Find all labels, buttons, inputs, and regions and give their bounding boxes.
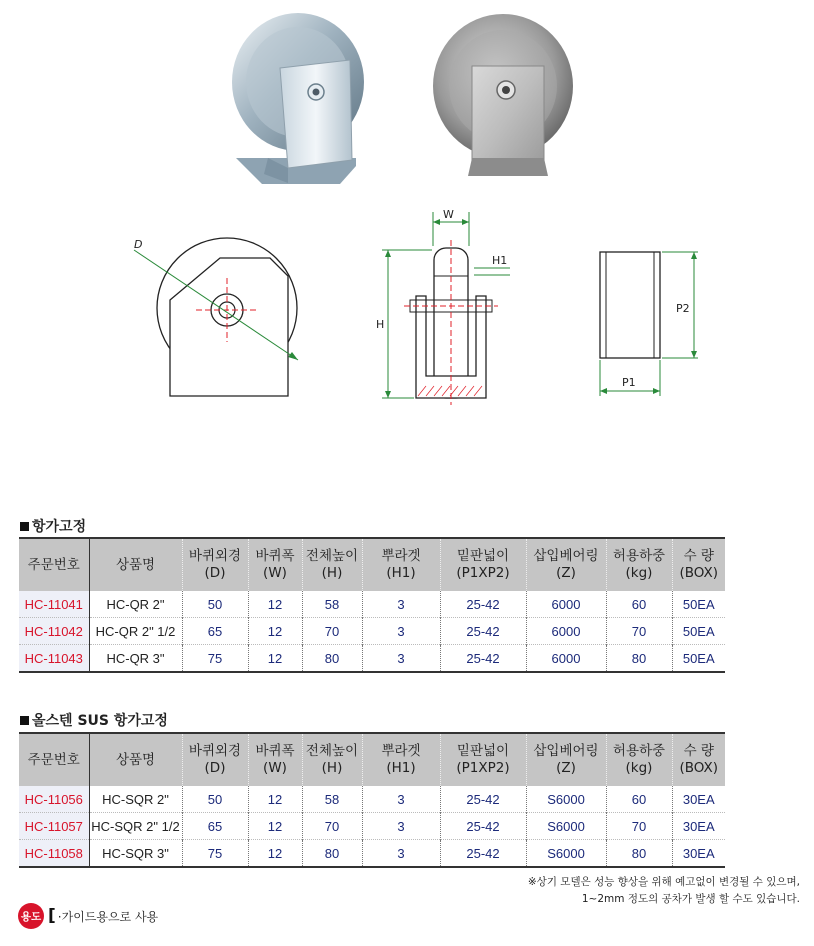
col-header-width: 바퀴폭 (W) [248,538,302,591]
col-header-base: 밑판넓이 (P1XP2) [440,733,526,786]
product-photo-zinc [228,8,366,184]
bearing-value: 6000 [526,591,606,618]
front-view-drawing [120,228,320,408]
width-value: 12 [248,645,302,673]
col-header-bearing: 삽입베어링 (Z) [526,538,606,591]
base-value: 25-42 [440,645,526,673]
table-row [19,786,725,813]
base-value: 25-42 [440,840,526,868]
spec-table-zinc [19,537,725,673]
width-value: 12 [248,786,302,813]
bearing-value: S6000 [526,813,606,840]
p2-label: P2 [676,302,690,315]
base-value: 25-42 [440,618,526,645]
diameter-value: 50 [182,786,248,813]
diameter-value: 75 [182,645,248,673]
flange-value: 3 [362,840,440,868]
table-row [19,591,725,618]
p1-label: P1 [622,376,636,389]
col-header-height: 전체높이 (H) [302,538,362,591]
table-row [19,840,725,868]
col-header-bearing: 삽입베어링 (Z) [526,733,606,786]
col-header-order: 주문번호 [19,538,89,591]
square-bullet-icon [20,716,29,725]
load-value: 80 [606,840,672,868]
flange-value: 3 [362,786,440,813]
table-row [19,813,725,840]
col-header-base: 밑판넓이 (P1XP2) [440,538,526,591]
height-value: 58 [302,591,362,618]
col-header-diameter: 바퀴외경 (D) [182,538,248,591]
product-name: HC-SQR 2" 1/2 [89,813,182,840]
width-value: 12 [248,618,302,645]
height-label: H [376,318,385,331]
table-row [19,645,725,673]
flange-value: 3 [362,813,440,840]
base-plate-drawing [590,240,710,400]
load-value: 60 [606,591,672,618]
load-value: 60 [606,786,672,813]
flange-value: 3 [362,618,440,645]
table-header-row [19,538,725,591]
square-bullet-icon [20,522,29,531]
qty-value: 50EA [672,618,725,645]
usage-info [18,903,158,929]
height-value: 80 [302,840,362,868]
col-header-load: 허용하중 (kg) [606,538,672,591]
side-view-drawing [370,200,520,410]
load-value: 80 [606,645,672,673]
disclaimer-line-2: 1~2mm 정도의 공차가 발생 할 수도 있습니다. [581,893,800,905]
width-label: W [443,208,454,221]
table-row [19,618,725,645]
height-value: 80 [302,645,362,673]
qty-value: 50EA [672,591,725,618]
order-number: HC-11056 [19,786,89,813]
col-header-name: 상품명 [89,538,182,591]
col-header-name: 상품명 [89,733,182,786]
height-value: 70 [302,813,362,840]
col-header-order: 주문번호 [19,733,89,786]
wheel-diameter-label: D [134,238,143,251]
disclaimer-line-1: ※상기 모델은 성능 향상을 위해 예고없이 변경될 수 있으며, [527,876,800,888]
width-value: 12 [248,813,302,840]
qty-value: 30EA [672,840,725,868]
section-title: 올스텐 SUS 항가고정 [20,710,168,730]
product-name: HC-QR 3" [89,645,182,673]
bearing-value: 6000 [526,618,606,645]
product-name: HC-SQR 3" [89,840,182,868]
product-name: HC-QR 2" 1/2 [89,618,182,645]
width-value: 12 [248,591,302,618]
width-value: 12 [248,840,302,868]
load-value: 70 [606,618,672,645]
col-header-width: 바퀴폭 (W) [248,733,302,786]
col-header-flange: 뿌라겟 (H1) [362,538,440,591]
qty-value: 30EA [672,786,725,813]
base-value: 25-42 [440,591,526,618]
diameter-value: 50 [182,591,248,618]
table-header-row [19,733,725,786]
order-number: HC-11057 [19,813,89,840]
base-value: 25-42 [440,813,526,840]
col-header-flange: 뿌라겟 (H1) [362,733,440,786]
col-header-load: 허용하중 (kg) [606,733,672,786]
product-name: HC-QR 2" [89,591,182,618]
col-header-qty: 수 량 (BOX) [672,538,725,591]
bearing-value: S6000 [526,840,606,868]
product-photo-stainless [428,8,578,176]
usage-badge: 용도 [18,903,44,929]
order-number: HC-11041 [19,591,89,618]
section-title: 항가고정 [20,516,86,536]
bearing-value: 6000 [526,645,606,673]
qty-value: 50EA [672,645,725,673]
spec-table-stainless [19,732,725,868]
flange-value: 3 [362,591,440,618]
qty-value: 30EA [672,813,725,840]
order-number: HC-11042 [19,618,89,645]
usage-text: ·가이드용으로 사용 [57,909,159,924]
order-number: HC-11058 [19,840,89,868]
col-header-height: 전체높이 (H) [302,733,362,786]
product-name: HC-SQR 2" [89,786,182,813]
col-header-qty: 수 량 (BOX) [672,733,725,786]
usage-bracket: [ [48,906,56,926]
height-value: 58 [302,786,362,813]
flange-label: H1 [492,254,508,267]
bearing-value: S6000 [526,786,606,813]
base-value: 25-42 [440,786,526,813]
diameter-value: 65 [182,813,248,840]
order-number: HC-11043 [19,645,89,673]
load-value: 70 [606,813,672,840]
height-value: 70 [302,618,362,645]
col-header-diameter: 바퀴외경 (D) [182,733,248,786]
diameter-value: 75 [182,840,248,868]
flange-value: 3 [362,645,440,673]
diameter-value: 65 [182,618,248,645]
